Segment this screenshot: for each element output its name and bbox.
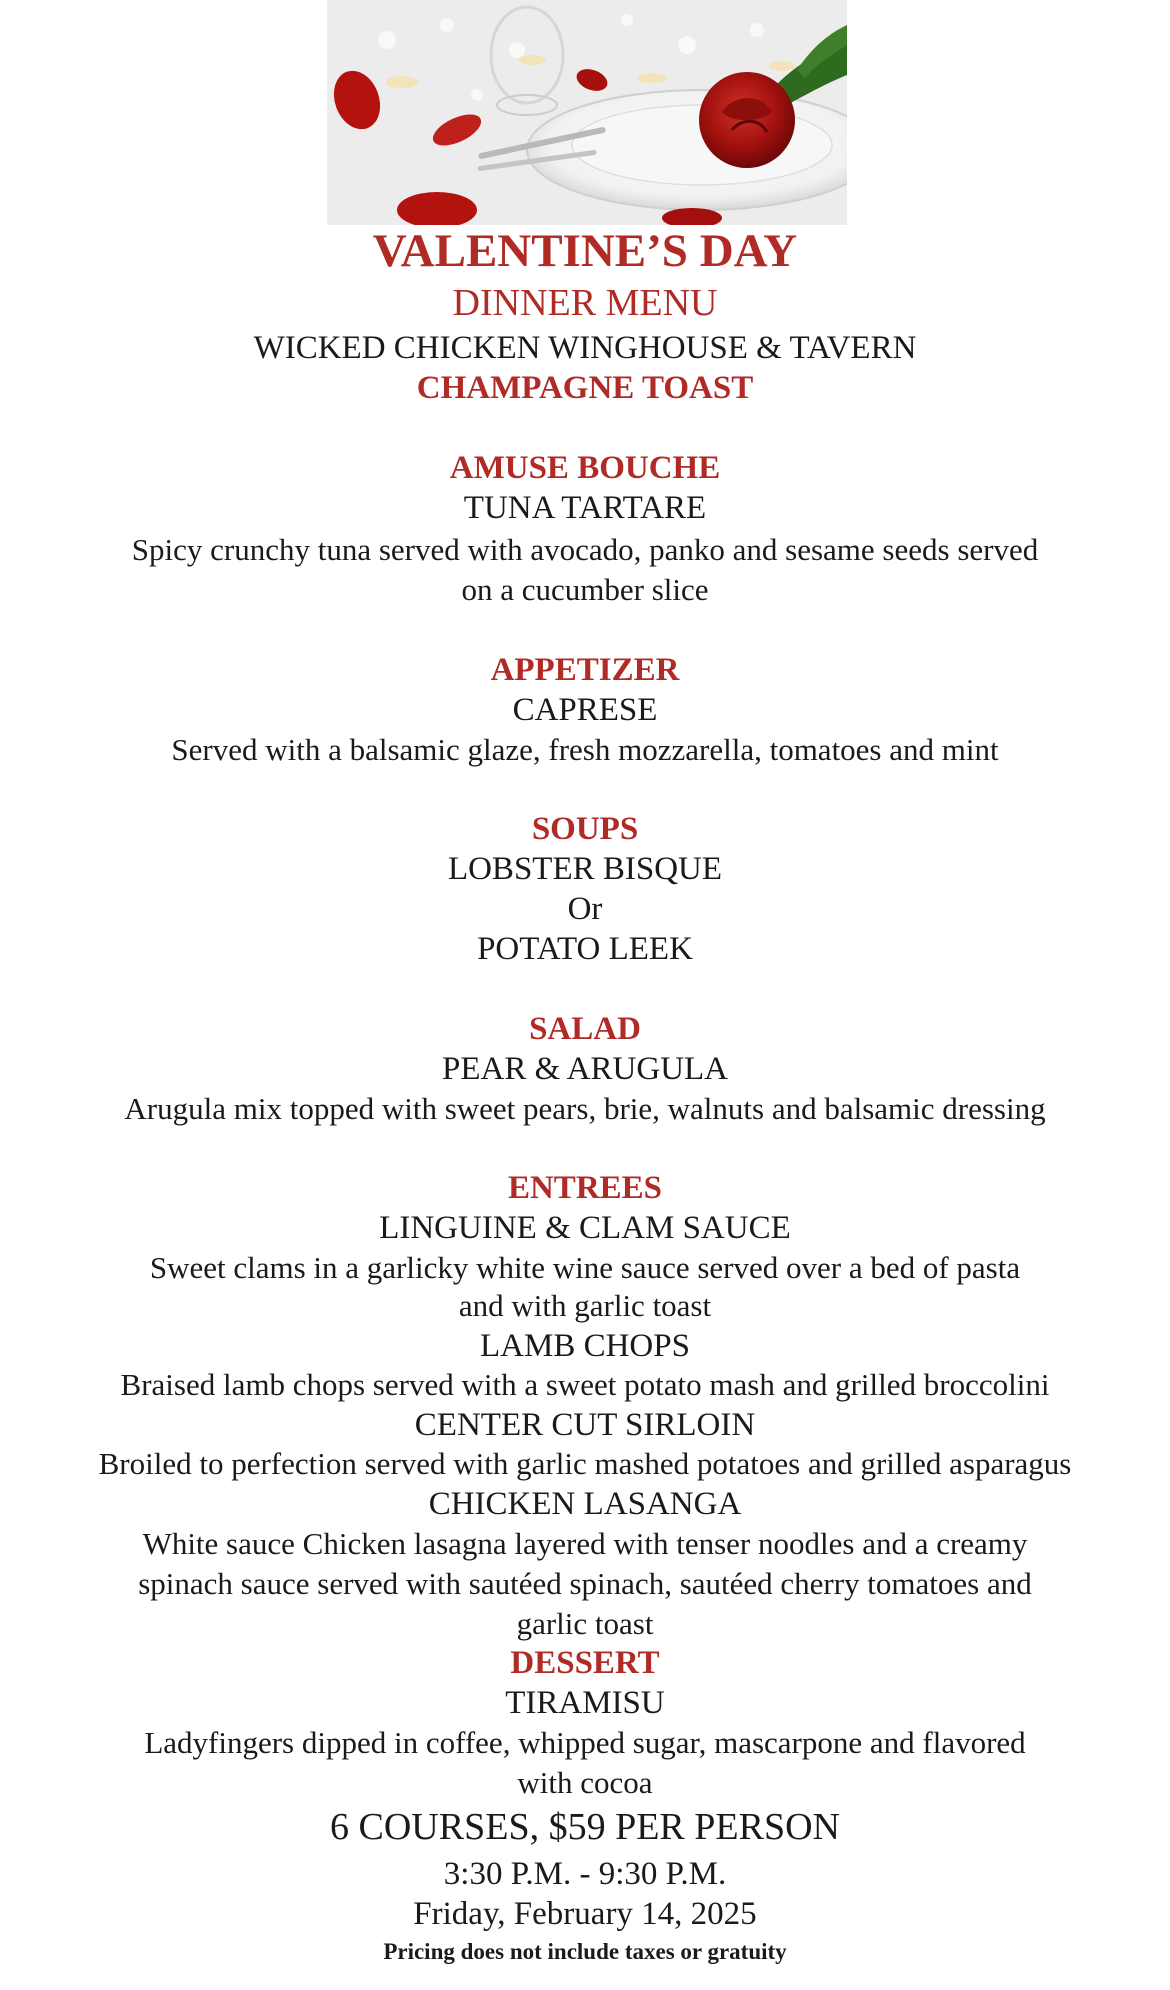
entree-description: Braised lamb chops served with a sweet potato mash and grilled broccolini <box>120 1367 1050 1402</box>
hero-image <box>327 0 847 225</box>
entree-item: LAMB CHOPS <box>480 1328 690 1364</box>
soups-heading: SOUPS <box>531 811 639 847</box>
roses-table-setting-image <box>327 0 847 225</box>
dessert-description: Ladyfingers dipped in coffee, whipped sugar, mascarpone and flavored <box>144 1725 1026 1760</box>
appetizer-item: CAPRESE <box>512 692 658 728</box>
entrees-heading: ENTREES <box>507 1170 663 1206</box>
appetizer-description: Served with a balsamic glaze, fresh mozzarella, tomatoes and mint <box>171 732 999 767</box>
service-hours: 3:30 P.M. - 9:30 P.M. <box>443 1856 727 1892</box>
amuse-bouche-description: Spicy crunchy tuna served with avocado, panko and sesame seeds served <box>131 532 1039 567</box>
dessert-item: TIRAMISU <box>505 1685 665 1721</box>
event-date: Friday, February 14, 2025 <box>413 1896 757 1932</box>
salad-item: PEAR & ARUGULA <box>441 1051 729 1087</box>
entree-item: CENTER CUT SIRLOIN <box>414 1407 756 1443</box>
soup-or-separator: Or <box>567 891 603 927</box>
dessert-heading: DESSERT <box>510 1645 660 1681</box>
entree-description: spinach sauce served with sautéed spinach, sautéed cherry tomatoes and <box>138 1566 1032 1601</box>
salad-heading: SALAD <box>529 1011 641 1047</box>
salad-description: Arugula mix topped with sweet pears, brie, walnuts and balsamic dressing <box>124 1091 1046 1126</box>
amuse-bouche-description: on a cucumber slice <box>461 572 709 607</box>
entree-description: garlic toast <box>516 1606 654 1641</box>
pricing-note: Pricing does not include taxes or gratuity <box>383 1939 787 1964</box>
dessert-description: with cocoa <box>517 1765 653 1800</box>
entree-description: White sauce Chicken lasagna layered with tenser noodles and a creamy <box>142 1526 1028 1561</box>
entree-description: and with garlic toast <box>458 1288 712 1323</box>
soup-item: POTATO LEEK <box>477 931 693 967</box>
menu-title: VALENTINE’S DAY <box>372 225 798 277</box>
menu-subtitle: DINNER MENU <box>452 282 718 324</box>
entree-item: CHICKEN LASANGA <box>428 1486 742 1522</box>
entree-description: Broiled to perfection served with garlic mashed potatoes and grilled asparagus <box>98 1446 1072 1481</box>
entree-description: Sweet clams in a garlicky white wine sauce served over a bed of pasta <box>149 1250 1021 1285</box>
venue-name: WICKED CHICKEN WINGHOUSE & TAVERN <box>253 330 917 366</box>
amuse-bouche-item: TUNA TARTARE <box>463 490 707 526</box>
appetizer-heading: APPETIZER <box>490 652 680 688</box>
amuse-bouche-heading: AMUSE BOUCHE <box>449 450 721 486</box>
champagne-toast-heading: CHAMPAGNE TOAST <box>416 370 754 406</box>
entree-item: LINGUINE & CLAM SAUCE <box>379 1210 791 1246</box>
soup-item: LOBSTER BISQUE <box>447 851 723 887</box>
price-summary: 6 COURSES, $59 PER PERSON <box>330 1806 840 1848</box>
